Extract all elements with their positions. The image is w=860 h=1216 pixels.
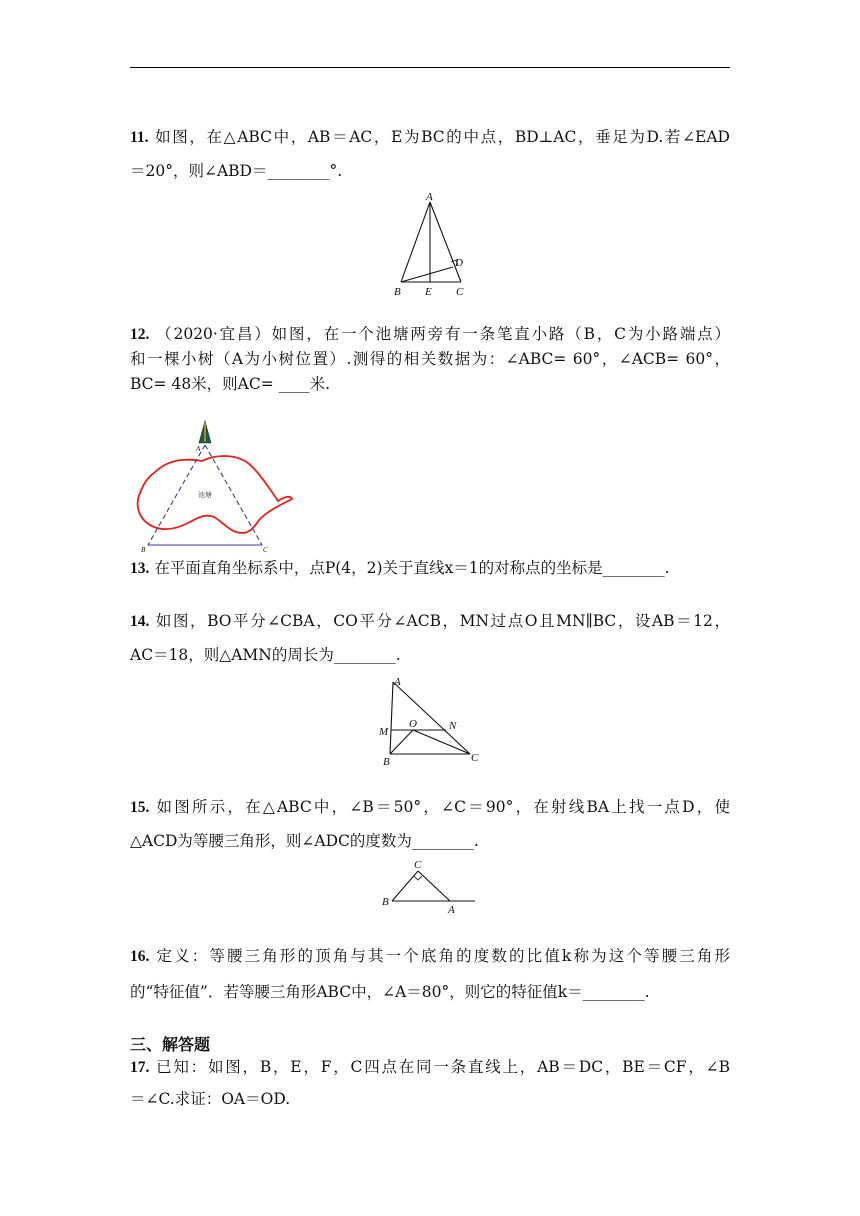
header-rule [130,67,730,68]
q12-label-c: C [263,546,268,554]
q12-line1 [130,324,730,345]
q14-label-a: A [394,676,401,688]
q12-side-ab [148,445,205,545]
q11-side-ac [430,202,461,282]
q15-label-a: A [448,904,455,916]
q11-line2: ＝20°，则∠ABD＝________°. [130,162,343,180]
section-title: 三、解答题 [130,1035,211,1054]
q11-label-e: E [425,286,432,298]
q15-label-b: B [382,896,389,908]
q14-text-1: 如图，BO平分∠CBA，CO平分∠ACB，MN过点O且MN∥BC，设AB＝12， [155,612,730,630]
q15-number: 15. [130,799,150,816]
q14-line2: AC＝18，则△AMN的周长为________. [130,646,401,664]
q17-text-1: 已知：如图，B，E，F，C四点在同一条直线上，AB＝DC，BE＝CF，∠B [156,1058,730,1076]
q11-label-a: A [426,191,433,203]
q13-line1 [130,558,730,579]
q12-label-b: B [141,546,146,554]
q14-number: 14. [130,613,150,630]
q11-line1 [130,127,730,148]
q11-side-ab [401,202,430,282]
q15-line1 [130,797,730,818]
q15-right-angle-mark [414,876,422,880]
q11-label-c: C [456,286,464,298]
q14-label-m: M [379,726,389,738]
q12-pond-label: 池塘 [198,491,212,499]
q12-number: 12. [130,326,150,343]
q14-label-n: N [449,720,457,732]
q14-label-o: O [409,718,417,730]
q14-label-b: B [383,756,390,768]
q15-label-c: C [414,859,422,871]
q17-line1 [130,1057,730,1078]
q11-label-d: D [455,257,463,269]
q14-side-ac [393,682,470,754]
q14-label-c: C [471,752,479,764]
q14-figure [375,672,490,772]
q11-altitude-bd [401,267,453,282]
q11-text-1: 如图，在△ABC中，AB＝AC，E为BC的中点，BD⊥AC，垂足为D.若∠EAD [155,128,730,146]
q13-text-1: 在平面直角坐标系中，点P(4，2)关于直线x＝1的对称点的坐标是________. [154,559,670,577]
q15-line2: △ACD为等腰三角形，则∠ADC的度数为________. [130,832,479,850]
q12-line3: BC= 48米，则AC= ____米. [130,375,331,393]
q11-number: 11. [130,129,149,146]
q12-label-a: A [196,445,201,453]
q15-side-ca [418,871,450,901]
q15-text-1: 如图所示，在△ABC中，∠B＝50°，∠C＝90°，在射线BA上找一点D，使 [156,798,730,816]
q17-line2: ＝∠C.求证：OA＝OD. [130,1090,291,1108]
q16-text-1: 定义：等腰三角形的顶角与其一个底角的度数的比值k称为这个等腰三角形 [156,947,730,965]
q11-figure [385,190,475,300]
tree-icon [199,421,211,443]
q16-line1 [130,946,730,967]
q12-figure [130,415,300,555]
q12-line2: 和一棵小树（A为小树位置）.测得的相关数据为：∠ABC= 60°，∠ACB= 60°， [130,350,730,368]
q12-text-1: （2020·宜昌）如图，在一个池塘两旁有一条笔直小路（B，C为小路端点） [156,325,730,343]
q16-number: 16. [130,948,150,965]
q14-segment-bo [390,730,413,754]
q17-number: 17. [130,1059,150,1076]
q14-line1 [130,611,730,632]
q13-number: 13. [130,560,150,577]
q14-segment-co [413,730,470,754]
q15-side-bc [392,871,418,901]
q14-side-ab [390,682,393,754]
q16-line2: 的“特征值”．若等腰三角形ABC中，∠A＝80°，则它的特征值k＝________. [130,983,650,1001]
q11-label-b: B [394,286,401,298]
q15-figure [378,856,483,918]
